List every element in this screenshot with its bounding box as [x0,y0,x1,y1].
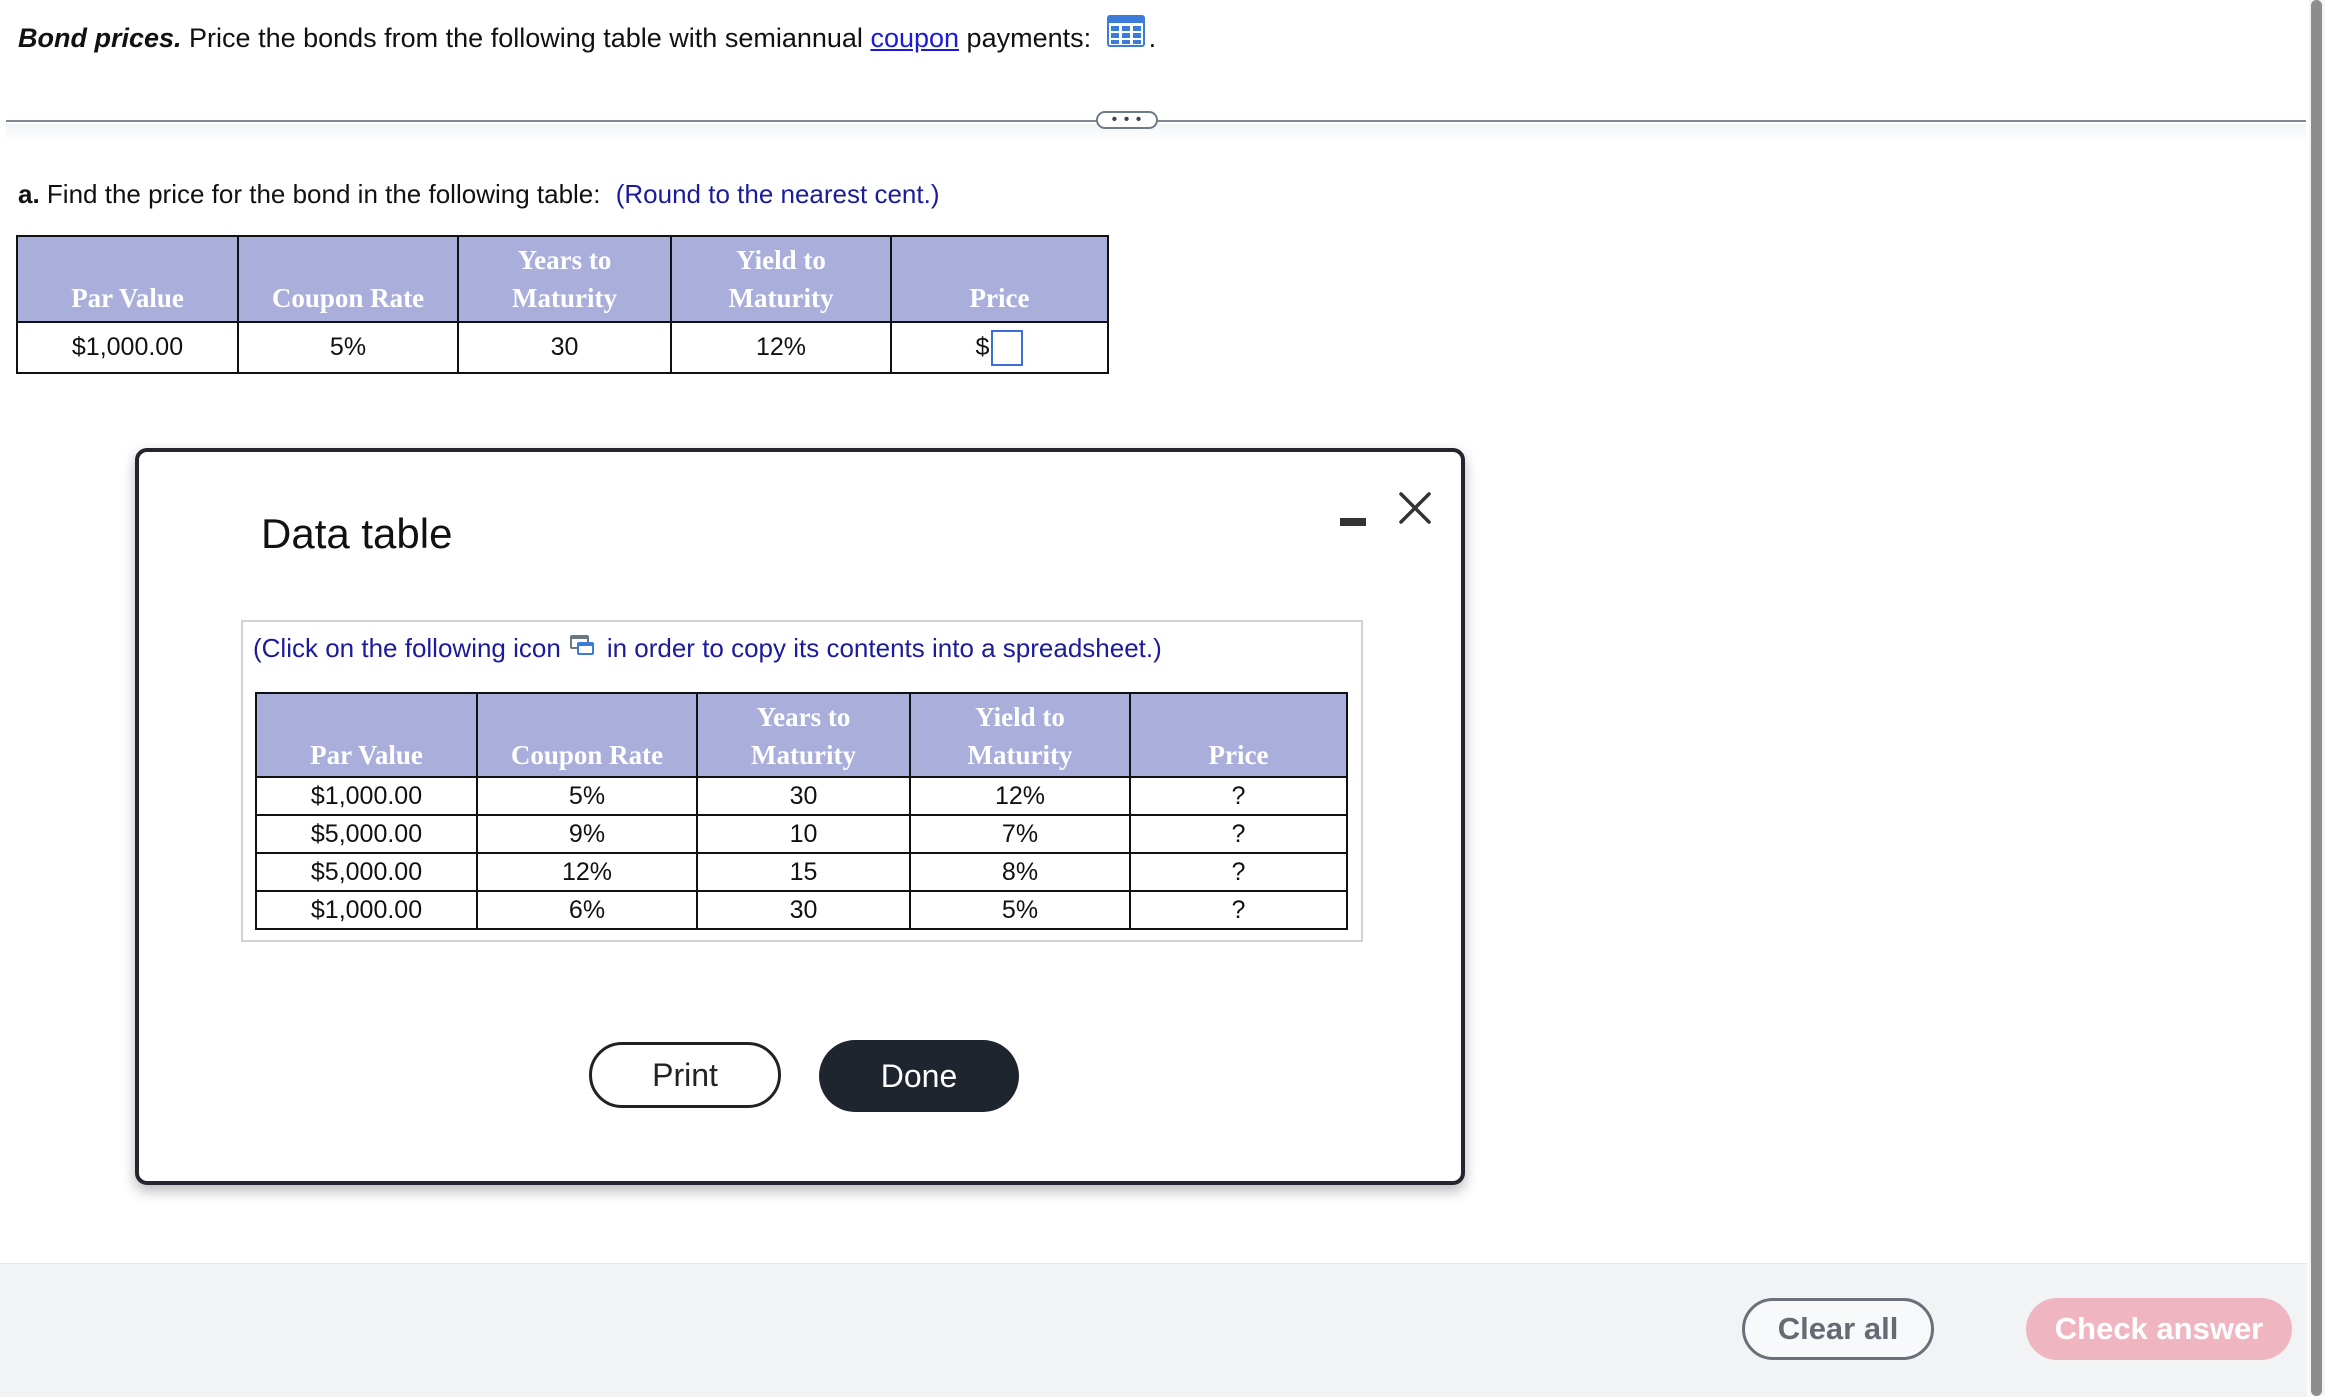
coupon-rate-cell: 5% [238,322,458,373]
table-header-row [256,693,1347,777]
dialog-title: Data table [261,510,453,557]
years-to-maturity-header [458,236,671,322]
yield-to-maturity-cell: 8% [910,853,1130,891]
par-value-cell: $1,000.00 [17,322,238,373]
par-value-cell: $5,000.00 [256,853,477,891]
par-value-header [256,693,477,777]
yield-to-maturity-header [671,236,891,322]
minimize-button[interactable] [1333,502,1373,538]
minimize-icon [1340,518,1366,526]
copy-to-spreadsheet-icon[interactable] [569,630,595,666]
par-value-cell: $5,000.00 [256,815,477,853]
scrollbar-thumb[interactable] [2311,0,2322,1396]
years-to-maturity-cell: 30 [697,891,910,929]
part-a-prompt [18,176,939,212]
yield-to-maturity-cell: 12% [671,322,891,373]
print-button[interactable]: Print [589,1042,781,1108]
price-header [1130,693,1347,777]
part-a-text: Find the price for the bond in the following table: [46,179,601,209]
header-text-line: Par Value [310,740,423,770]
years-to-maturity-cell: 10 [697,815,910,853]
coupon-link[interactable]: coupon [870,23,960,53]
header-text-line: Maturity [751,740,856,770]
header-text-line: Years to [756,702,851,732]
coupon-rate-cell: 9% [477,815,697,853]
close-button[interactable] [1393,486,1437,530]
question-title: Bond prices. [18,23,182,53]
header-text-line: Coupon Rate [271,283,425,313]
yield-to-maturity-cell: 12% [910,777,1130,815]
price-currency-symbol: $ [975,333,990,361]
header-text-line: Years to [517,245,612,275]
years-to-maturity-header [697,693,910,777]
table-body [256,777,1347,929]
grid-table-icon[interactable] [1107,15,1145,58]
par-value-cell: $1,000.00 [256,891,477,929]
price-cell [891,322,1108,373]
coupon-rate-header [238,236,458,322]
divider-shadow [6,124,2306,142]
copy-instructions-start: (Click on the following icon [253,633,561,663]
table-row [256,853,1347,891]
copy-instructions-end: in order to copy its contents into a spreadsheet.) [606,633,1162,663]
part-a-letter: a. [18,179,40,209]
years-to-maturity-cell: 30 [697,777,910,815]
question-text: Price the bonds from the following table with semiannual [189,23,863,53]
header-text-line: Yield to [975,702,1065,732]
par-value-cell: $1,000.00 [256,777,477,815]
header-text-line: Coupon Rate [510,740,664,770]
table-row [256,777,1347,815]
coupon-rate-cell: 6% [477,891,697,929]
bond-data-table [255,692,1348,930]
data-table-dialog [135,448,1465,1185]
expand-more-button[interactable]: • • • [1096,111,1158,129]
header-text-line: Maturity [967,740,1073,770]
copy-instructions [253,630,1162,666]
header-text-line: Price [969,283,1030,313]
close-icon [1393,486,1437,530]
footer-bar [0,1263,2307,1397]
price-cell: ? [1130,853,1347,891]
data-table-container [241,620,1363,942]
bond-answer-table [16,235,1109,374]
check-answer-button[interactable]: Check answer [2026,1298,2292,1360]
price-cell: ? [1130,777,1347,815]
yield-to-maturity-cell: 5% [910,891,1130,929]
header-text-line: Maturity [512,283,617,313]
par-value-header [17,236,238,322]
question-trailing-period: . [1148,23,1157,53]
table-row [17,322,1108,373]
question-prompt [18,18,1156,58]
header-text-line: Par Value [71,283,184,313]
years-to-maturity-cell: 30 [458,322,671,373]
table-row [256,815,1347,853]
question-text-after: payments: [966,23,1092,53]
coupon-rate-header [477,693,697,777]
price-header [891,236,1108,322]
header-text-line: Price [1208,740,1269,770]
price-cell: ? [1130,891,1347,929]
table-header-row [17,236,1108,322]
yield-to-maturity-cell: 7% [910,815,1130,853]
years-to-maturity-cell: 15 [697,853,910,891]
clear-all-button[interactable]: Clear all [1742,1298,1934,1360]
yield-to-maturity-header [910,693,1130,777]
price-answer-input[interactable] [991,330,1023,366]
header-text-line: Maturity [728,283,834,313]
table-row [256,891,1347,929]
header-text-line: Yield to [736,245,826,275]
part-a-hint: (Round to the nearest cent.) [615,179,940,209]
coupon-rate-cell: 12% [477,853,697,891]
coupon-rate-cell: 5% [477,777,697,815]
price-cell: ? [1130,815,1347,853]
done-button[interactable]: Done [819,1040,1019,1112]
